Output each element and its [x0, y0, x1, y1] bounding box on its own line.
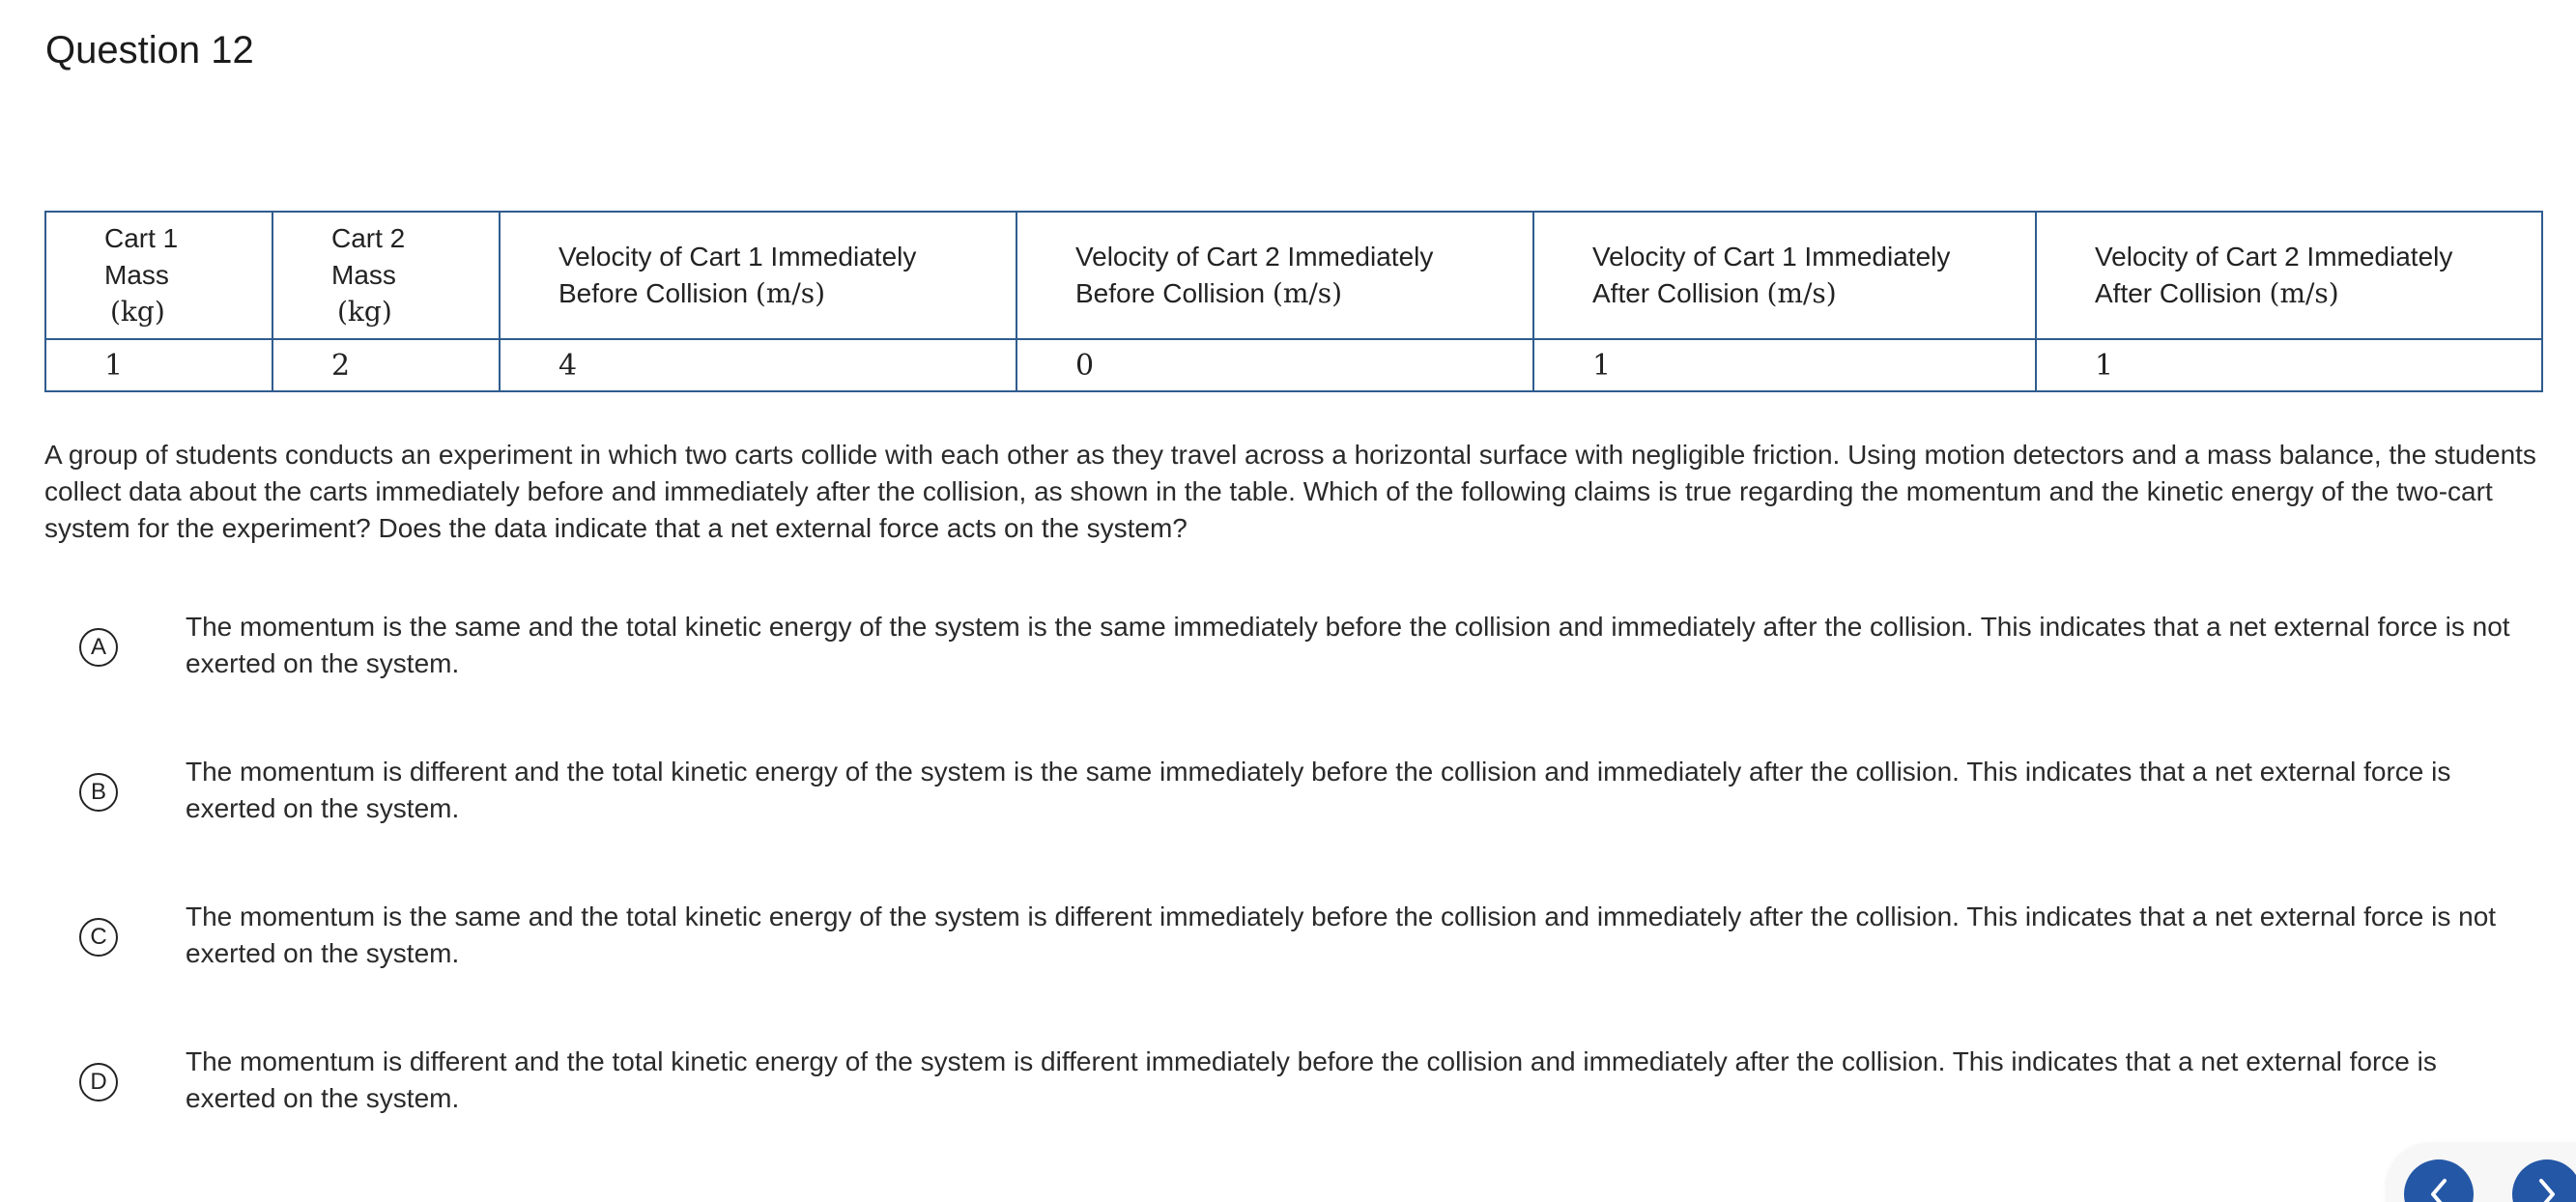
table-cell: 2	[272, 339, 500, 391]
previous-button[interactable]	[2404, 1159, 2474, 1202]
table-cell: 1	[2036, 339, 2542, 391]
table-cell: 1	[45, 339, 272, 391]
choice-text-b[interactable]: The momentum is different and the total kinetic energy of the system is the same immediately before the collision and immediately after the collision. This indicates that a net external force is exerted on the system.	[186, 757, 2451, 823]
header-unit: (m/s)	[2269, 277, 2339, 309]
header-unit: (m/s)	[755, 277, 826, 309]
choice-letter-a[interactable]: A	[79, 628, 118, 667]
header-line: Cart 2	[331, 223, 406, 253]
question-prompt: A group of students conducts an experiment in which two carts collide with each other as they travel across a horizontal surface with negligible friction. Using motion detectors and a mass balance, the students collect data about the carts immediately before and immediately after the collision, as shown in the table. Which of the following claims is true regarding the momentum and the kinetic energy of the two-cart system for the experiment? Does the data indicate that a net external force acts on the system?	[44, 440, 2536, 543]
header-cart1-velocity-before	[500, 212, 1016, 339]
header-line: Mass	[331, 260, 396, 290]
next-button[interactable]	[2512, 1159, 2576, 1202]
choice-c[interactable]	[44, 899, 2537, 1005]
header-line: Cart 1	[104, 223, 179, 253]
choice-text-a[interactable]: The momentum is the same and the total kinetic energy of the system is the same immediately before the collision and immediately after the collision. This indicates that a net external force is not exerted on the system.	[186, 612, 2510, 678]
table-cell: 4	[500, 339, 1016, 391]
collision-data-table	[44, 211, 2543, 392]
choice-text-d[interactable]: The momentum is different and the total kinetic energy of the system is different immediately before the collision and immediately after the collision. This indicates that a net external force is exerted on the system.	[186, 1046, 2437, 1113]
header-cart2-velocity-after	[2036, 212, 2542, 339]
header-line: Mass	[104, 260, 169, 290]
header-unit: (kg)	[337, 296, 392, 328]
choice-letter-d[interactable]: D	[79, 1063, 118, 1102]
header-line: Before Collision	[558, 278, 749, 308]
choice-letter-b[interactable]: B	[79, 773, 118, 812]
table-row	[45, 339, 2542, 391]
table-cell: 1	[1533, 339, 2036, 391]
choice-b[interactable]	[44, 754, 2537, 860]
table-header-row	[45, 212, 2542, 339]
header-line: Velocity of Cart 1 Immediately	[1592, 242, 1951, 272]
header-unit: (kg)	[110, 296, 165, 328]
choice-a[interactable]	[44, 609, 2537, 715]
header-line: Before Collision	[1075, 278, 1266, 308]
header-cart2-mass	[272, 212, 500, 339]
choice-d[interactable]	[44, 1044, 2537, 1150]
header-cart1-velocity-after	[1533, 212, 2036, 339]
header-line: Velocity of Cart 2 Immediately	[1075, 242, 1434, 272]
header-line: After Collision	[2095, 278, 2262, 308]
question-title: Question 12	[45, 29, 254, 72]
header-unit: (m/s)	[1272, 277, 1343, 309]
header-line: After Collision	[1592, 278, 1760, 308]
table-cell: 0	[1016, 339, 1533, 391]
header-unit: (m/s)	[1766, 277, 1837, 309]
chevron-right-icon	[2533, 1177, 2561, 1202]
chevron-left-icon	[2425, 1177, 2452, 1202]
header-cart2-velocity-before	[1016, 212, 1533, 339]
choice-letter-c[interactable]: C	[79, 918, 118, 957]
header-line: Velocity of Cart 1 Immediately	[558, 242, 917, 272]
header-line: Velocity of Cart 2 Immediately	[2095, 242, 2453, 272]
choice-text-c[interactable]: The momentum is the same and the total kinetic energy of the system is different immediately before the collision and immediately after the collision. This indicates that a net external force is not exerted on the system.	[186, 902, 2497, 968]
navigation-bar	[2387, 1144, 2576, 1202]
header-cart1-mass	[45, 212, 272, 339]
